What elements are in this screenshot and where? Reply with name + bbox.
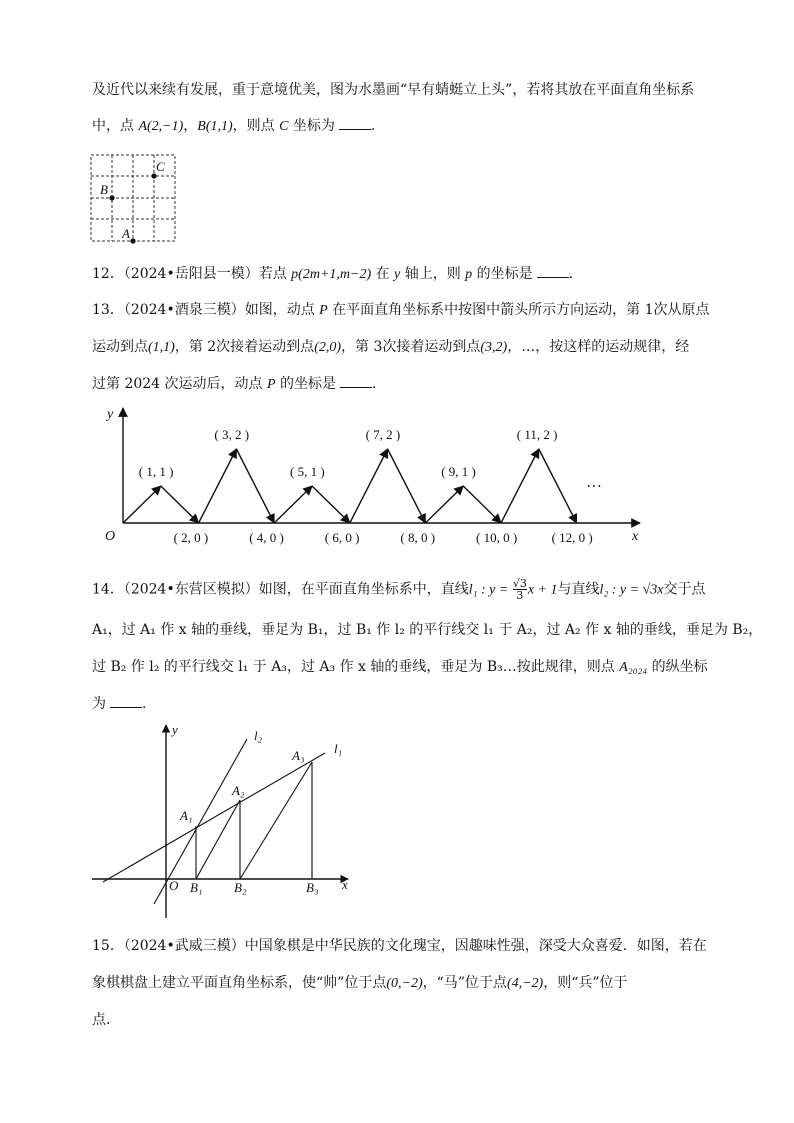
- line-l1: [103, 753, 325, 882]
- bottom-label: ( 6, 0 ): [324, 530, 360, 545]
- y-axis-label: y: [107, 407, 114, 422]
- q14-line3: 过 B₂ 作 l₂ 的平行线交 l₁ 于 A₃，过 A₃ 作 x 轴的垂线，垂足为 B₃…按此规律，则点 A₂₀₂₄ 的纵坐标: [92, 659, 708, 675]
- peak-label: ( 3, 2 ): [214, 427, 250, 442]
- q11-line2: 中，点 A(2,−1)，B(1,1)，则点 C 坐标为 .: [92, 118, 376, 134]
- bottom-label: ( 4, 0 ): [249, 530, 284, 545]
- l2-label: l₂: [254, 728, 263, 743]
- q14-line2: A₁，过 A₁ 作 x 轴的垂线，垂足为 B₁，过 B₁ 作 l₂ 的平行线交 l₁ 于 A₂，过 A₂ 作 x 轴的垂线，垂足为 B₂，: [92, 622, 763, 638]
- q14-line1: 14．（2024•东营区模拟）如图，在平面直角坐标系中，直线l₁ : y = $\frac{√3}{3}$ x + 1与直线l₂ : y = √3x交于点: [92, 577, 706, 602]
- peak-label: ( 9, 1 ): [441, 464, 476, 479]
- origin-label: O: [169, 878, 179, 893]
- point-c: C: [279, 119, 289, 134]
- bottom-label: ( 12, 0 ): [551, 530, 593, 545]
- peak-label: ( 5, 1 ): [290, 464, 325, 479]
- b1-label: B₁: [190, 880, 203, 895]
- peak-label: ( 1, 1 ): [138, 464, 174, 479]
- point-a: A(2,−1): [138, 119, 184, 134]
- label-a: A: [122, 226, 130, 241]
- b3-label: B₃: [306, 880, 319, 895]
- q14-line4: 为 .: [92, 696, 147, 712]
- q12: 12．（2024•岳阳县一模）若点 p(2m+1,m−2) 在 y 轴上，则 p 的坐标是 .: [92, 266, 574, 282]
- q11-line1: 及近代以来续有发展，重于意境优美，图为水墨画“早有蜻蜓立上头”，若将其放在平面直角坐标系: [92, 82, 695, 98]
- peak-label: ( 7, 2 ): [365, 427, 401, 442]
- q13-line1: 13．（2024•酒泉三模）如图，动点 P 在平面直角坐标系中按图中箭头所示方向运动，第 1次从原点: [92, 302, 710, 318]
- segment-b1a2: [196, 800, 240, 879]
- bottom-label: ( 10, 0 ): [476, 530, 518, 545]
- bottom-label: ( 8, 0 ): [400, 530, 436, 545]
- bottom-label: ( 2, 0 ): [173, 530, 209, 545]
- peak-label: ( 11, 2 ): [516, 427, 558, 442]
- y-label: y: [172, 722, 178, 737]
- l1-label: l₁: [334, 741, 343, 756]
- x-axis-label: x: [632, 529, 639, 544]
- label-b: B: [100, 182, 108, 197]
- segment-b2a3: [240, 762, 312, 879]
- point-b: B(1,1): [197, 119, 233, 134]
- origin-label: O: [105, 529, 116, 544]
- q13-line2: 运动到点(1,1)，第 2次接着运动到点(2,0)，第 3次接着运动到点(3,2)，…，按这样的运动规律，经: [92, 339, 690, 355]
- a3-label: A₃: [292, 748, 305, 763]
- q15-line1: 15．（2024•武威三模）中国象棋是中华民族的文化瑰宝，因趣味性强，深受大众喜爱．如图，若在: [92, 938, 707, 954]
- label-c: C: [156, 159, 165, 174]
- a1-label: A₁: [180, 808, 193, 823]
- q15-line3: 点.: [92, 1012, 111, 1028]
- a2-label: A₂: [232, 783, 245, 798]
- q13-line3: 过第 2024 次运动后，动点 P 的坐标是 .: [92, 376, 377, 392]
- x-label: x: [342, 877, 348, 892]
- fraction: $\frac{√3}{3}$: [512, 577, 527, 602]
- ellipsis: …: [586, 474, 602, 491]
- q15-line2: 象棋棋盘上建立平面直角坐标系，使“帅”位于点(0,−2)，“马”位于点(4,−2)，则“兵”位于: [92, 975, 628, 991]
- b2-label: B₂: [234, 880, 247, 895]
